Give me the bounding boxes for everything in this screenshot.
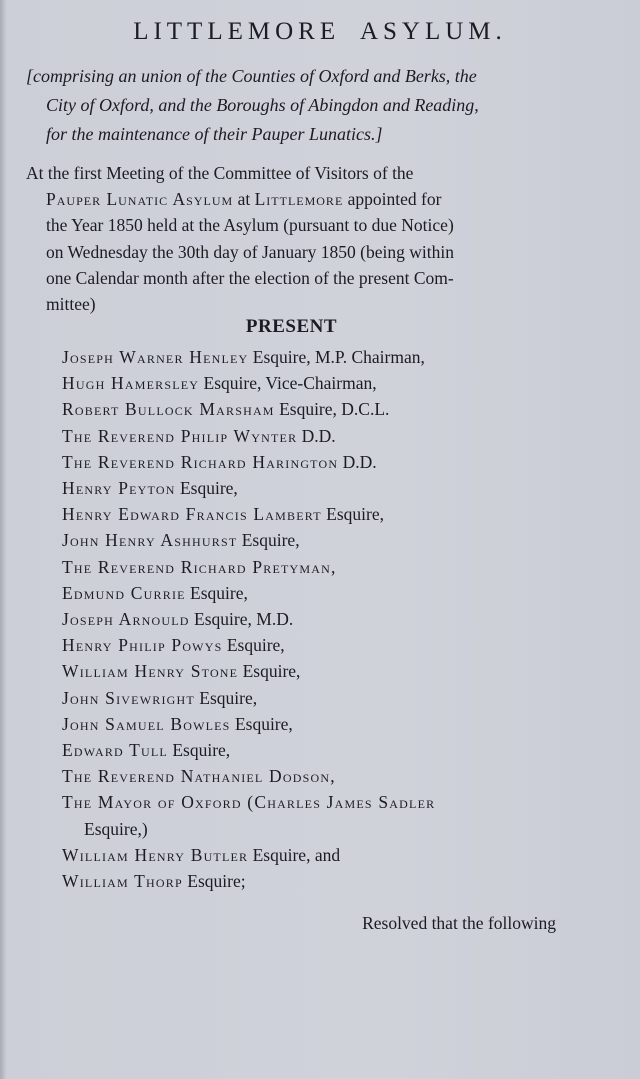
member-title: Esquire, D.C.L. (274, 399, 390, 420)
member-entry (62, 658, 562, 684)
member-title: Esquire, M.P. Chairman, (248, 347, 425, 367)
member-title: Esquire,) (84, 818, 148, 839)
member-entry (62, 449, 562, 475)
member-title: Esquire, Vice-Chairman, (199, 373, 377, 394)
body-line: the Year 1850 held at the Asylum (pursuant to due Notice) (46, 215, 454, 236)
member-entry (62, 737, 562, 763)
member-title: Esquire, (185, 582, 248, 603)
member-name: Robert Bullock Marsham (62, 399, 275, 420)
member-entry (62, 763, 562, 789)
member-name: William Henry Stone (62, 661, 239, 682)
member-name: William Henry Butler (62, 844, 249, 865)
member-title: D.D. (297, 425, 336, 446)
member-title: Esquire, (321, 504, 384, 525)
member-name: John Samuel Bowles (62, 713, 231, 734)
document-title: LITTLEMORE ASYLUM. (133, 18, 507, 45)
member-entry (62, 842, 562, 868)
member-name: The Reverend Philip Wynter (62, 425, 298, 446)
member-entry (62, 868, 562, 894)
member-title: Esquire, and (248, 844, 341, 865)
member-entry (62, 527, 562, 553)
intro-line: for the maintenance of their Pauper Lunatics.] (46, 124, 383, 144)
member-name: Henry Edward Francis Lambert (62, 504, 322, 525)
member-entry (62, 475, 562, 501)
member-name: The Reverend Richard Pretyman, (62, 556, 337, 577)
intro-paragraph (26, 62, 586, 149)
member-name: The Mayor of Oxford (Charles James Sadler (62, 792, 436, 813)
body-line: At the first Meeting of the Committee of Visitors of the (26, 163, 414, 183)
member-title: Esquire; (182, 871, 246, 892)
asylum-name: Pauper Lunatic Asylum (46, 189, 234, 210)
present-heading: PRESENT (245, 316, 338, 337)
member-name: Henry Philip Powys (62, 635, 223, 656)
member-entry (62, 580, 562, 606)
place-name: Littlemore (254, 189, 344, 210)
member-title: Esquire, M.D. (189, 609, 294, 630)
body-text-fragment: appointed for (343, 189, 442, 210)
member-name: John Henry Ashhurst (62, 530, 238, 551)
member-entry (62, 606, 562, 632)
member-title: Esquire, (175, 478, 238, 499)
body-line (26, 186, 592, 212)
member-name: William Thorp (62, 871, 183, 892)
member-entry (62, 554, 562, 580)
intro-line: [comprising an union of the Counties of Oxford and Berks, the (26, 66, 477, 86)
intro-line: City of Oxford, and the Boroughs of Abingdon and Reading, (46, 95, 479, 115)
member-title: Esquire, (238, 661, 301, 682)
member-list (62, 344, 562, 894)
member-entry (62, 632, 562, 658)
member-name: Joseph Arnould (62, 609, 190, 630)
member-entry (62, 344, 562, 370)
member-name: Edmund Currie (62, 582, 186, 603)
member-entry (62, 423, 562, 449)
body-line: mittee) (46, 294, 96, 315)
member-entry (62, 685, 562, 711)
member-entry (62, 396, 562, 422)
member-name: Edward Tull (62, 740, 168, 761)
member-name: Henry Peyton (62, 478, 176, 499)
member-name: Joseph Warner Henley (62, 347, 249, 367)
member-title: Esquire, (194, 687, 258, 708)
member-entry (62, 501, 562, 527)
member-name: Hugh Hamersley (62, 373, 200, 394)
resolved-line: Resolved that the following (362, 913, 556, 933)
body-line: one Calendar month after the election of the present Com- (46, 267, 454, 288)
member-title: D.D. (338, 451, 377, 472)
body-text-fragment: at (233, 189, 255, 210)
body-line: on Wednesday the 30th day of January 1850 (being within (46, 241, 454, 262)
meeting-paragraph (26, 160, 592, 317)
member-title: Esquire, (230, 713, 293, 734)
member-title: Esquire, (222, 635, 285, 656)
member-entry (62, 370, 562, 396)
member-title: Esquire, (237, 530, 300, 551)
member-name: John Sivewright (62, 687, 195, 708)
member-entry (62, 711, 562, 737)
member-entry (62, 789, 562, 815)
member-name: The Reverend Nathaniel Dodson, (62, 766, 336, 787)
member-title: Esquire, (167, 740, 231, 761)
member-entry (62, 816, 562, 842)
member-name: The Reverend Richard Harington (62, 451, 339, 472)
page-edge-shadow (0, 0, 6, 1079)
